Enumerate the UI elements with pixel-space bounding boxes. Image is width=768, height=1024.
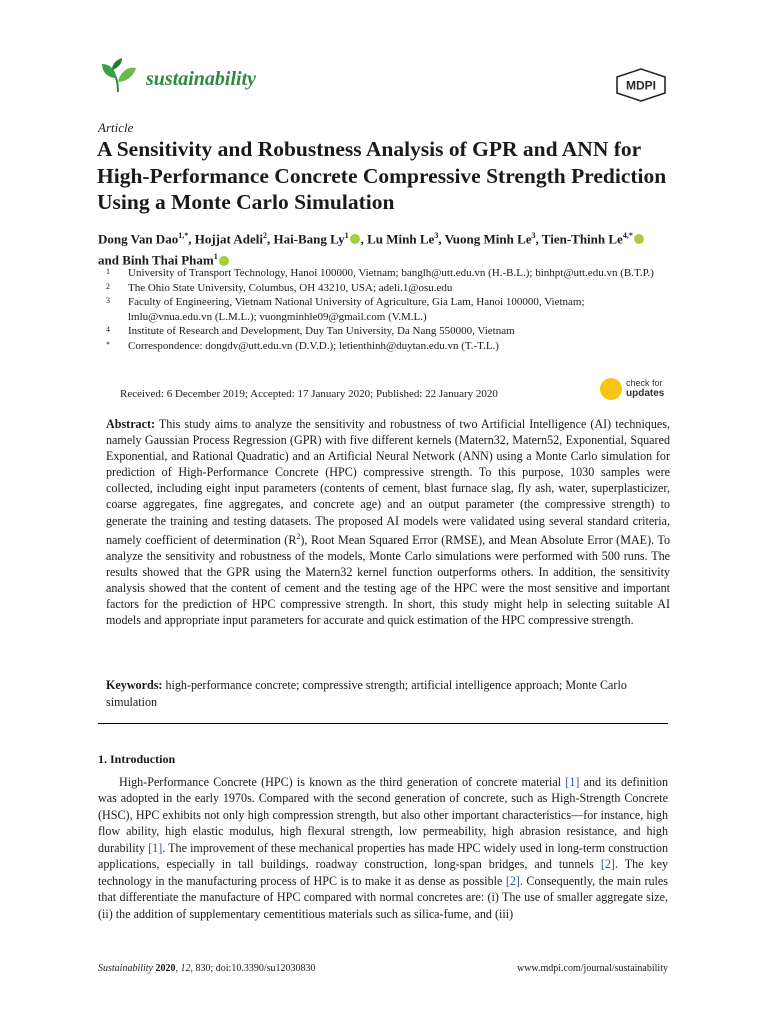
orcid-icon[interactable] <box>634 234 644 244</box>
author-name: Hojjat Adeli <box>194 231 263 247</box>
author-sup: 4,* <box>622 231 633 240</box>
citation-link[interactable]: [1] <box>148 840 163 855</box>
correspondence-item: * Correspondence: dongdv@utt.edu.vn (D.V.D.); letienthinh@duytan.edu.vn (T.-T.L.) <box>106 339 499 352</box>
publication-dates: Received: 6 December 2019; Accepted: 17 January 2020; Published: 22 January 2020 <box>120 388 498 400</box>
affiliation-list <box>98 266 668 354</box>
affiliation-item: 4 Institute of Research and Development, Duy Tan University, Da Nang 550000, Vietnam <box>106 325 515 338</box>
author-sup: 3 <box>434 231 439 240</box>
author-name: Hai-Bang Ly <box>273 231 345 247</box>
citation-link[interactable]: [1] <box>565 775 580 789</box>
paragraph: High-Performance Concrete (HPC) is known as the third generation of concrete material [1] and its definition was adopted in the early 1970s. Compared with the second generation of concrete, such as High-Strength Concrete (HSC), HPC exhibits not only high compression strength, but also other important characteristics—for instance, high flow ability, high elastic modulus, high flexural strength, low permeability, high abrasion resistance, and high durability [1]. The improvement of these mechanical properties has made HPC widely used in long-term construction applications, especially in tall buildings, roadway construction, long-span bridges, and tunnels [2]. The key technology in the manufacturing process of HPC is to make it as dense as possible [2]. Consequently, the main rules that differentiate the manufacture of HPC compared with normal concretes are: (i) The use of smaller aggregate size, (ii) the addition of supplementary cementitious materials such as silica-fume, and (iii) <box>98 775 669 921</box>
check-updates-icon <box>600 378 622 400</box>
orcid-icon[interactable] <box>350 234 360 244</box>
abstract: Abstract: This study aims to analyze the sensitivity and robustness of two Artificial Intelligence (AI) techniques, namely Gaussian Process Regression (GPR) with five different kernels (Matern32, Matern52, Exponential, Squared Exponential, and Rational Quadratic) and an Artificial Neural Network (ANN) using a Monte Carlo simulation for prediction of High-Performance Concrete (HPC) compressive strength. To this purpose, 1030 samples were collected, including eight input parameters (contents of cement, blast furnace slag, fly ash, water, superplasticizer, coarse aggregates, fine aggregates, and concrete age) and an output parameter (the compressive strength) to generate the training and testing datasets. The proposed AI models were validated using several standard criteria, namely coefficient of determination $(R^2)$, Root Mean Squared Error (RMSE), and Mean Absolute Error (MAE). To analyze the sensitivity and robustness of the models, Monte Carlo simulations were performed with 500 runs. The results showed that the GPR using the Matern32 kernel function outperforms others. In addition, the sensitivity analysis showed that the content of cement and the testing age of the HPC were the most sensitive and important factors for the prediction of HPC compressive strength. In short, this study might help in selecting suitable AI models and appropriate input parameters for accurate and quick estimation of the HPC compressive strength. <box>106 417 670 628</box>
check-updates-line2: updates <box>626 387 665 399</box>
divider <box>98 723 668 724</box>
citation-link[interactable]: [2] <box>600 857 615 872</box>
affiliation-item: 3 Faculty of Engineering, Vietnam National University of Agriculture, Gia Lam, Hanoi 100000, Vietnam; lmlu@vnua.edu.vn (L.M.L.); vuongminhle09@gmail.com (V.M.L.) <box>106 296 585 323</box>
affiliation-item: 1 University of Transport Technology, Hanoi 100000, Vietnam; banglh@utt.edu.vn (H.-B.L.); binhpt@utt.edu.vn (B.T.P.) <box>106 267 654 279</box>
author-name: Vuong Minh Le <box>444 231 532 247</box>
citation-link[interactable]: [2] <box>505 873 520 888</box>
author-sup: 3 <box>531 231 536 240</box>
check-updates-line1: check for <box>626 378 663 388</box>
check-for-updates-button[interactable] <box>600 377 672 403</box>
affiliation-item: 2 The Ohio State University, Columbus, OH 43210, USA; adeli.1@osu.edu <box>106 281 453 294</box>
mdpi-logo-text: MDPI <box>626 78 656 93</box>
footer-url[interactable]: www.mdpi.com/journal/sustainability <box>516 963 668 974</box>
abstract-text: This study aims to analyze the sensitivity and robustness of two Artificial Intelligence (AI) techniques, namely Gaussian Process Regression (GPR) with five different kernels (Matern32, Matern52, Exponential, Squared Exponential, and Rational Quadratic) and an Artificial Neural Network (ANN) using a Monte Carlo simulation for prediction of High-Performance Concrete (HPC) compressive strength. To this purpose, 1030 samples were collected, including eight input parameters (contents of cement, blast furnace slag, fly ash, water, superplasticizer, coarse aggregates, fine aggregates, and concrete age) and an output parameter (the compressive strength) to generate the training and testing datasets. The proposed AI models were validated using several standard criteria, namely coefficient of determination (R <box>106 417 670 547</box>
author-name: Dong Van Dao <box>98 231 179 247</box>
author-sup: 1 <box>213 252 218 262</box>
keywords-label: Keywords: <box>106 678 163 692</box>
author-sup: 1,* <box>178 231 189 240</box>
journal-name: sustainability <box>146 68 257 90</box>
journal-logo-icon <box>98 56 138 96</box>
mdpi-logo-icon <box>614 68 668 102</box>
author-list: Dong Van Dao$^{1,*}$, Hojjat Adeli$^2$, Hai-Bang Ly$^1$ , Lu Minh Le$^3$, Vuong Minh Le$^3$, Tien-Thinh $Le^{4,*}$ and Binh Thai Pham$^1$ <box>98 227 668 270</box>
introduction-body <box>98 774 668 922</box>
abstract-label: Abstract: <box>106 417 156 431</box>
keywords <box>106 677 670 711</box>
orcid-icon[interactable] <box>219 256 229 266</box>
article-type: Article <box>98 120 134 135</box>
author-name: Lu Minh Le <box>367 231 435 247</box>
author-name: Tien-Thinh Le <box>541 231 623 247</box>
article-title: A Sensitivity and Robustness Analysis of GPR and ANN for High-Performance Concrete Compressive Strength Prediction Using a Monte Carlo Simulation <box>97 137 667 214</box>
keywords-text: high-performance concrete; compressive strength; artificial intelligence approach; Monte Carlo simulation <box>106 678 627 709</box>
author-sup: 2 <box>262 231 267 240</box>
author-name: Binh Thai Pham <box>122 252 214 268</box>
footer-citation: Sustainability 2020, 12, 830; doi:10.3390/su12030830 <box>98 963 316 974</box>
author-sup: 1 <box>344 231 349 240</box>
section-heading: 1. Introduction <box>98 752 176 766</box>
